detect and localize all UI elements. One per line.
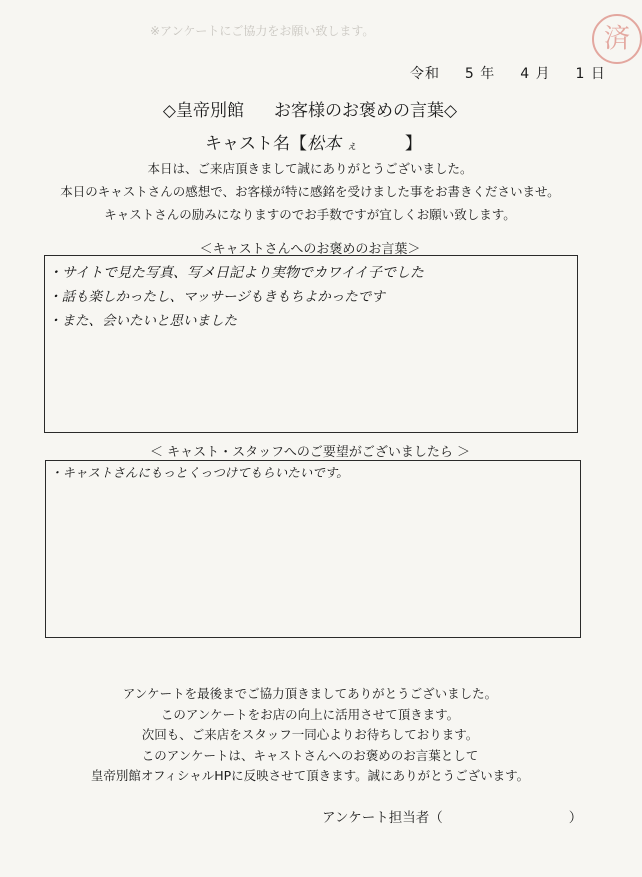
staff-label: アンケート担当者（ bbox=[322, 810, 443, 826]
closing-text bbox=[0, 684, 620, 787]
processed-stamp: 済 bbox=[592, 14, 642, 64]
date-day: 1 bbox=[575, 66, 586, 82]
closing-line: 次回も、ご来店をスタッフ一同心よりお待ちしております。 bbox=[141, 727, 479, 742]
date-month: 4 bbox=[520, 66, 531, 82]
intro-line: キャストさんの励みになりますのでお手数ですが宜しくお願い致します。 bbox=[104, 207, 516, 222]
request-line: ・キャストさんにもっとくっつけてもらいたいです。 bbox=[50, 465, 349, 480]
intro-text bbox=[0, 157, 620, 226]
cast-name-close: 】 bbox=[404, 134, 422, 154]
cast-name-handwritten: 松本 bbox=[307, 134, 341, 154]
praise-line: ・サイトで見た写真、写メ日記より実物でカワイイ子でした bbox=[48, 265, 424, 281]
date-day-unit: 日 bbox=[590, 66, 606, 82]
date-year-unit: 年 bbox=[480, 66, 496, 82]
praise-heading: ＜キャストさんへのお褒めのお言葉＞ bbox=[199, 242, 421, 257]
survey-staff-field bbox=[322, 806, 582, 826]
cast-name-label: キャスト名【 bbox=[205, 134, 307, 154]
store-name: ◇皇帝別館 bbox=[162, 101, 244, 121]
closing-line: アンケートを最後までご協力頂きましてありがとうございました。 bbox=[122, 686, 498, 701]
bleed-through-text: ※アンケートにご協力をお願い致します。 bbox=[150, 24, 375, 38]
cast-name-handwritten-small: ぇ bbox=[346, 139, 358, 152]
survey-date bbox=[410, 63, 606, 83]
request-heading: ＜ キャスト・スタッフへのご要望がございましたら ＞ bbox=[149, 445, 470, 460]
staff-close: ） bbox=[568, 810, 583, 826]
intro-line: 本日のキャストさんの感想で、お客様が特に感銘を受けました事をお書きくださいませ。 bbox=[60, 184, 560, 199]
praise-line: ・話も楽しかったし、マッサージもきもちよかったです bbox=[48, 289, 385, 305]
request-box bbox=[45, 460, 581, 638]
praise-line: ・また、会いたいと思いました bbox=[48, 313, 237, 329]
closing-line: このアンケートは、キャストさんへのお褒めのお言葉として bbox=[141, 747, 479, 763]
date-month-unit: 月 bbox=[535, 66, 551, 82]
intro-line: 本日は、ご来店頂きまして誠にありがとうございました。 bbox=[147, 161, 473, 176]
title-text: お客様のお褒めの言葉◇ bbox=[274, 101, 458, 121]
closing-line: このアンケートをお店の向上に活用させて頂きます。 bbox=[160, 706, 460, 722]
date-year: 5 bbox=[464, 66, 475, 82]
closing-line: 皇帝別館オフィシャルHPに反映させて頂きます。誠にありがとうございます。 bbox=[90, 768, 530, 783]
date-era: 令和 bbox=[410, 66, 440, 82]
cast-name-field bbox=[205, 129, 422, 154]
page-title bbox=[0, 96, 620, 121]
